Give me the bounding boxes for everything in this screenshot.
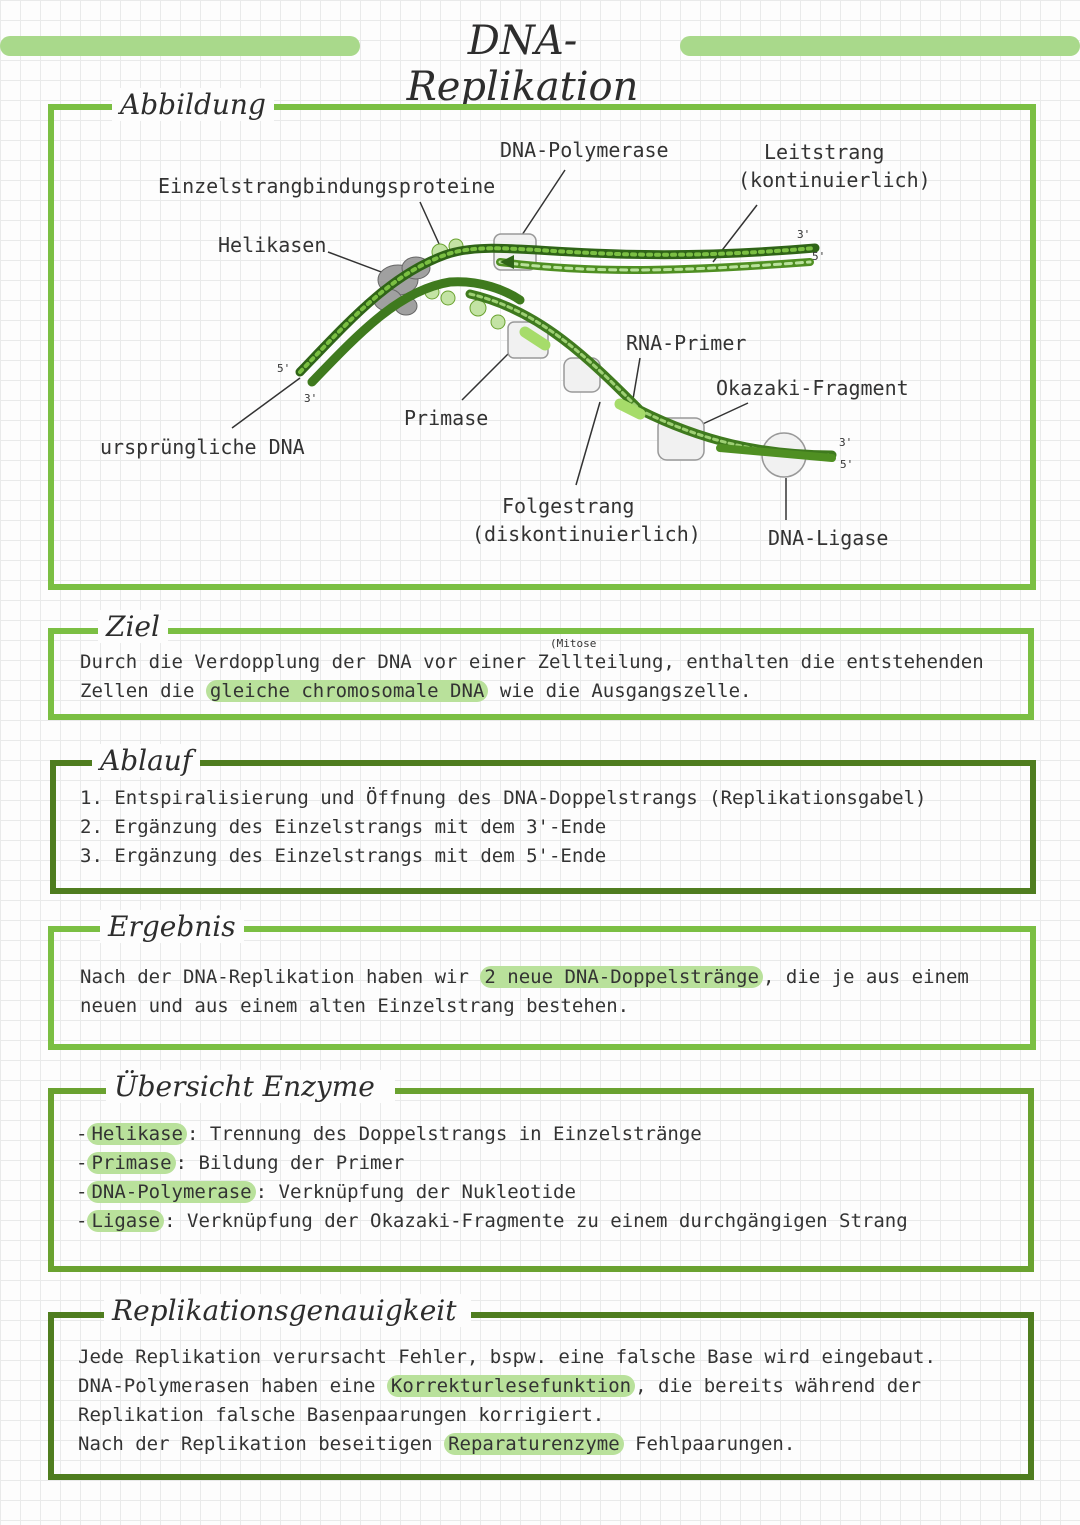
ergebnis-highlight: 2 neue DNA-Doppelstränge bbox=[480, 966, 763, 988]
genauigkeit-highlight-2: Reparaturenzyme bbox=[444, 1433, 624, 1455]
label-folgestrang-sub: (diskontinuierlich) bbox=[472, 522, 701, 546]
enzyme-name-primase: Primase bbox=[87, 1152, 175, 1174]
label-polymerase: DNA-Polymerase bbox=[500, 138, 669, 162]
genauigkeit-line-3: Replikation falsche Basenpaarungen korrigiert. bbox=[78, 1404, 605, 1426]
label-leitstrang: Leitstrang bbox=[764, 140, 885, 164]
label-okazaki: Okazaki-Fragment bbox=[716, 376, 909, 400]
enzyme-desc-ligase: Verknüpfung der Okazaki-Fragmente zu einem durchgängigen Strang bbox=[187, 1210, 908, 1232]
end-label-3-top: 3' bbox=[797, 228, 811, 241]
label-leitstrang-sub: (kontinuierlich) bbox=[738, 168, 931, 192]
ziel-heading: Ziel bbox=[98, 610, 168, 643]
genauigkeit-head-line bbox=[48, 1312, 108, 1317]
label-ligase: DNA-Ligase bbox=[768, 526, 889, 550]
label-rna-primer: RNA-Primer bbox=[626, 331, 747, 355]
enzyme-head-line bbox=[48, 1088, 108, 1093]
enzyme-item-1 bbox=[76, 1120, 702, 1149]
end-label-5-bottom: 5' bbox=[840, 458, 854, 471]
end-label-5-left: 5' bbox=[277, 362, 291, 375]
ziel-note: (Mitose bbox=[550, 637, 597, 650]
label-helikasen: Helikasen bbox=[218, 233, 327, 257]
ergebnis-line-1 bbox=[80, 963, 969, 992]
genauigkeit-line-2-a: DNA-Polymerasen haben eine bbox=[78, 1375, 376, 1397]
enzyme-desc-helikase: Trennung des Doppelstrangs in Einzelstränge bbox=[209, 1123, 702, 1145]
enzyme-item-sep: : bbox=[255, 1181, 268, 1203]
enzyme-item-dash: - bbox=[76, 1181, 88, 1203]
end-label-5-top: 5' bbox=[812, 250, 826, 263]
ablauf-step-2: 2. Ergänzung des Einzelstrangs mit dem 3'-Ende bbox=[80, 816, 607, 838]
ergebnis-line-1-a: Nach der DNA-Replikation haben wir bbox=[80, 966, 469, 988]
genauigkeit-line-4-b: Fehlpaarungen. bbox=[635, 1433, 796, 1455]
ziel-line-1: Durch die Verdopplung der DNA vor einer Zellteilung, enthalten die entstehenden bbox=[80, 651, 984, 673]
ziel-line-2-a: Zellen die bbox=[80, 680, 195, 702]
abbildung-heading: Abbildung bbox=[112, 88, 274, 121]
enzyme-item-sep: : bbox=[164, 1210, 176, 1232]
enzyme-item-sep: : bbox=[175, 1152, 187, 1174]
label-primase: Primase bbox=[404, 406, 489, 430]
enzyme-name-ligase: Ligase bbox=[87, 1210, 164, 1232]
ergebnis-line-1-b: , die je aus einem bbox=[762, 966, 969, 988]
genauigkeit-highlight-1: Korrekturlesefunktion bbox=[387, 1375, 635, 1397]
ziel-line-2 bbox=[80, 677, 752, 706]
enzyme-desc-polymerase: Verknüpfung der Nukleotide bbox=[278, 1181, 576, 1203]
genauigkeit-line-4-a: Nach der Replikation beseitigen bbox=[78, 1433, 433, 1455]
label-folgestrang: Folgestrang bbox=[502, 494, 635, 518]
ergebnis-heading: Ergebnis bbox=[100, 910, 244, 943]
genauigkeit-line-2-b: , die bereits während der bbox=[635, 1375, 922, 1397]
enzyme-item-2 bbox=[76, 1149, 404, 1178]
genauigkeit-heading: Replikationsgenauigkeit bbox=[104, 1294, 471, 1327]
genauigkeit-line-1: Jede Replikation verursacht Fehler, bspw. eine falsche Base wird eingebaut. bbox=[78, 1346, 936, 1368]
enzyme-name-helikase: Helikase bbox=[87, 1123, 187, 1145]
ablauf-step-1: 1. Entspiralisierung und Öffnung des DNA-Doppelstrangs (Replikationsgabel) bbox=[80, 787, 927, 809]
enzyme-item-3 bbox=[76, 1178, 576, 1207]
enzyme-name-polymerase: DNA-Polymerase bbox=[87, 1181, 255, 1203]
enzyme-item-dash: - bbox=[76, 1152, 88, 1174]
enzyme-item-dash: - bbox=[76, 1210, 88, 1232]
ergebnis-line-2: neuen und aus einem alten Einzelstrang bestehen. bbox=[80, 995, 630, 1017]
ziel-line-2-b: wie die Ausgangszelle. bbox=[499, 680, 752, 702]
genauigkeit-line-4 bbox=[78, 1430, 795, 1459]
label-ssb: Einzelstrangbindungsproteine bbox=[158, 174, 496, 198]
ablauf-heading: Ablauf bbox=[92, 744, 200, 777]
label-urspruengliche-dna: ursprüngliche DNA bbox=[100, 435, 305, 459]
enzyme-item-4 bbox=[76, 1207, 908, 1236]
ablauf-step-3: 3. Ergänzung des Einzelstrangs mit dem 5'-Ende bbox=[80, 845, 607, 867]
enzyme-item-dash: - bbox=[76, 1123, 88, 1145]
enzyme-heading: Übersicht Enzyme bbox=[106, 1070, 395, 1103]
ziel-highlight: gleiche chromosomale DNA bbox=[206, 680, 489, 702]
page-title: DNA-Replikation bbox=[406, 18, 639, 110]
enzyme-desc-primase: Bildung der Primer bbox=[198, 1152, 405, 1174]
genauigkeit-line-2 bbox=[78, 1372, 921, 1401]
ergebnis-head-line bbox=[48, 926, 108, 931]
enzyme-item-sep: : bbox=[186, 1123, 199, 1145]
end-label-3-left: 3' bbox=[304, 392, 318, 405]
end-label-3-bottom: 3' bbox=[839, 436, 853, 449]
